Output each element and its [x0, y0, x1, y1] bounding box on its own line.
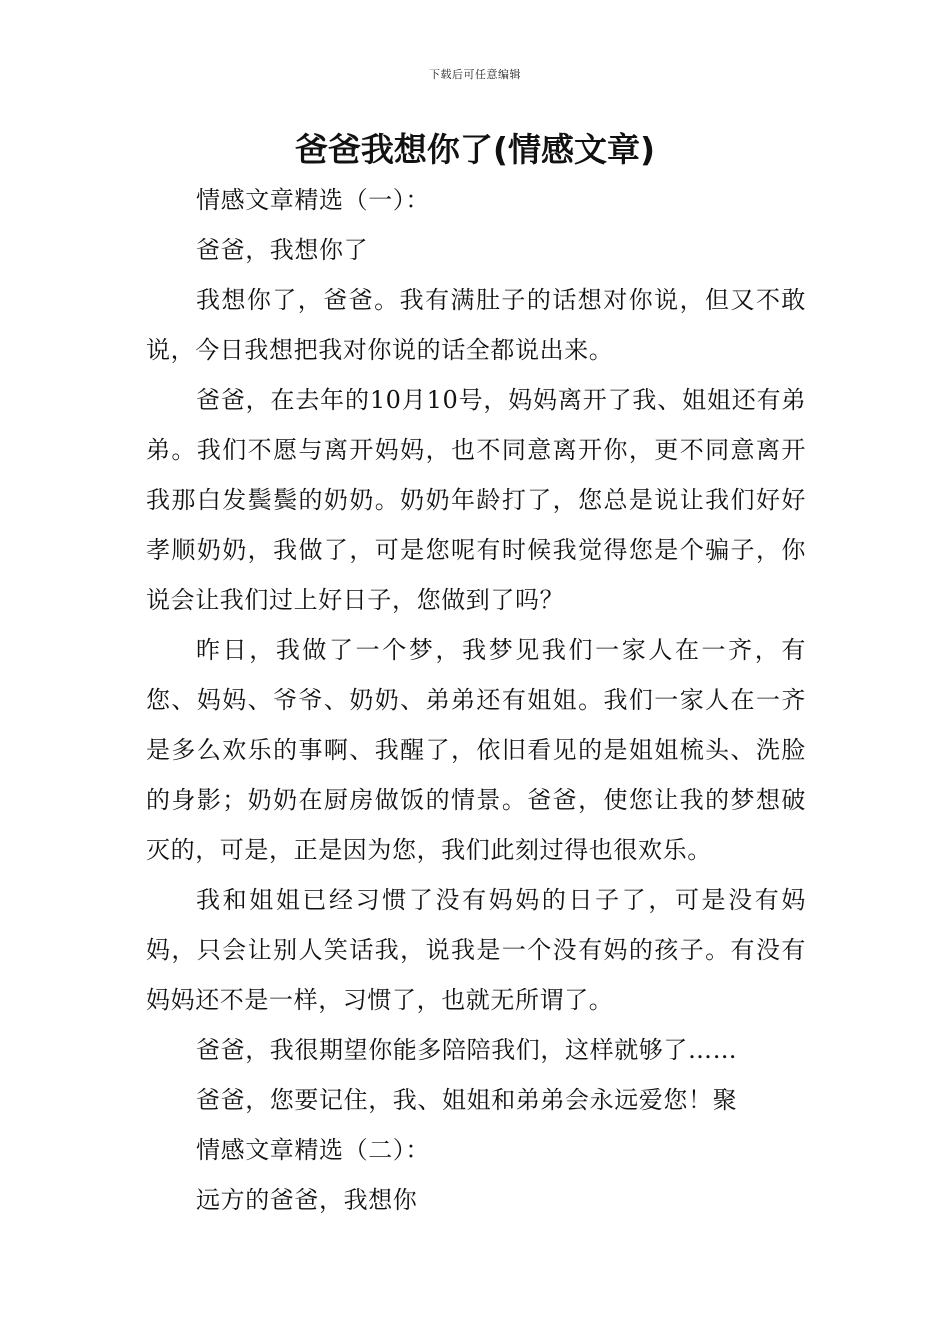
section-heading-1: 情感文章精选（一）：	[196, 186, 430, 214]
article-body	[146, 175, 806, 1225]
paragraph-4: 我和姐姐已经习惯了没有妈妈的日子了，可是没有妈妈，只会让别人笑话我，说我是一个没有妈的孩子。有没有妈妈还不是一样，习惯了，也就无所谓了。	[146, 886, 806, 1014]
paragraph-5: 爸爸，我很期望你能多陪陪我们，这样就够了……	[196, 1036, 738, 1064]
paragraph-3: 昨日，我做了一个梦，我梦见我们一家人在一齐，有您、妈妈、爷爷、奶奶、弟弟还有姐姐。我们一家人在一齐是多么欢乐的事啊、我醒了，依旧看见的是姐姐梳头、洗脸的身影；奶奶在厨房做饭的情景。爸爸，使您让我的梦想破灭的，可是，正是因为您，我们此刻过得也很欢乐。	[146, 636, 806, 864]
article-subtitle-1: 爸爸，我想你了	[196, 236, 369, 264]
header-note: 下载后可任意编辑	[429, 68, 521, 81]
article-subtitle-2: 远方的爸爸，我想你	[196, 1186, 418, 1214]
paragraph-6: 爸爸，您要记住，我、姐姐和弟弟会永远爱您！聚	[196, 1086, 738, 1114]
paragraph-2: 爸爸，在去年的10月10号，妈妈离开了我、姐姐还有弟弟。我们不愿与离开妈妈，也不同意离开你，更不同意离开我那白发鬓鬓的奶奶。奶奶年龄打了，您总是说让我们好好孝顺奶奶，我做了，可是您呢有时候我觉得您是个骗子，你说会让我们过上好日子，您做到了吗？	[146, 386, 806, 614]
section-heading-2: 情感文章精选（二）：	[196, 1136, 430, 1164]
paragraph-1: 我想你了，爸爸。我有满肚子的话想对你说，但又不敢说，今日我想把我对你说的话全都说出来。	[146, 286, 806, 364]
document-title: 爸爸我想你了(情感文章)	[294, 130, 656, 169]
